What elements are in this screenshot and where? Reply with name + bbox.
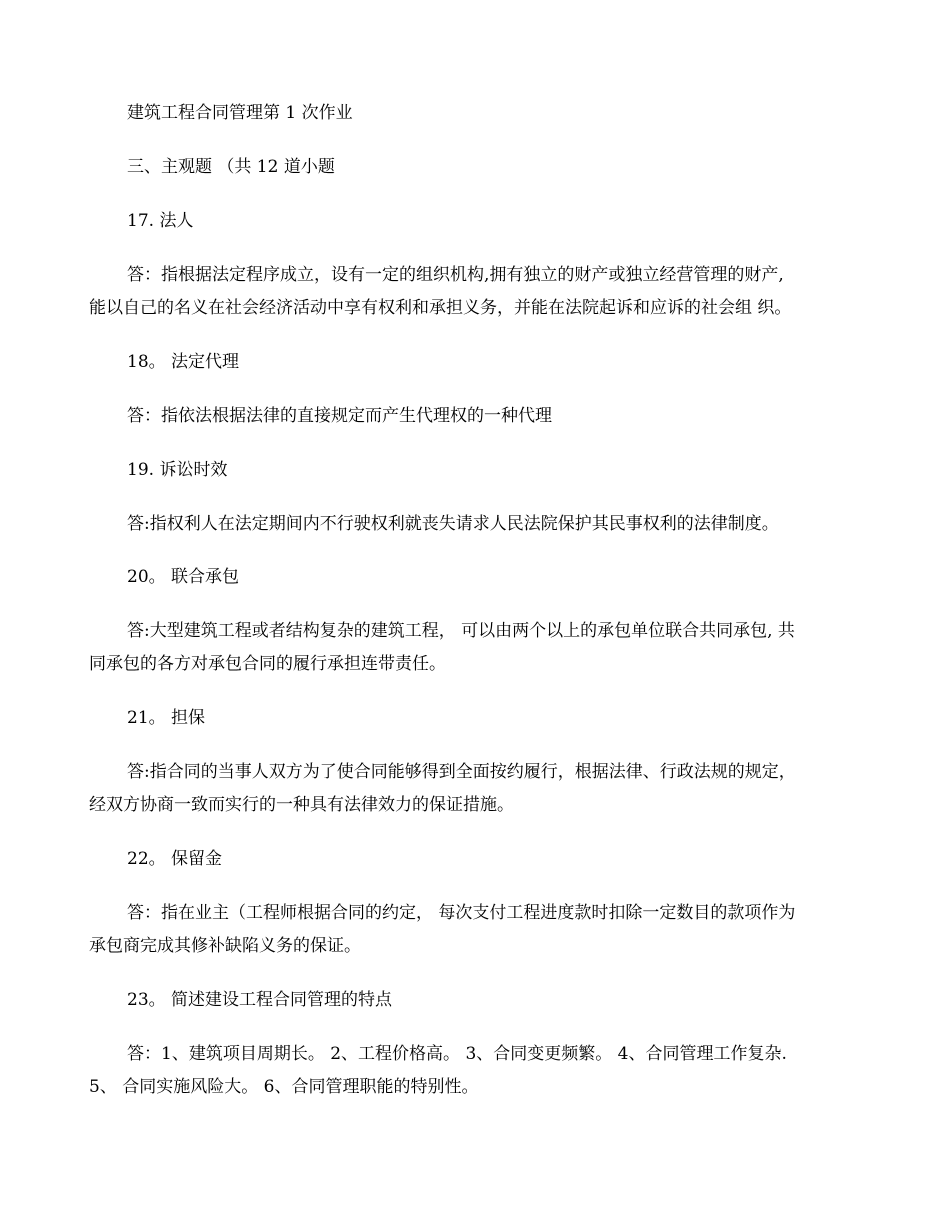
answer-21-line-1: 答:指合同的当事人双方为了使合同能够得到全面按约履行，根据法律、行政法规的规定， <box>127 762 796 782</box>
question-22-heading: 22。 保留金 <box>127 849 223 869</box>
answer-17-line-2: 能以自己的名义在社会经济活动中享有权利和承担义务，并能在法院起诉和应诉的社会组 织。 <box>89 298 792 318</box>
answer-20-line-2: 同承包的各方对承包合同的履行承担连带责任。 <box>89 654 446 674</box>
answer-18-line-1: 答：指依法根据法律的直接规定而产生代理权的一种代理 <box>127 406 552 426</box>
question-23-heading: 23。 简述建设工程合同管理的特点 <box>127 990 393 1010</box>
answer-22-line-1: 答：指在业主（工程师根据合同的约定， 每次支付工程进度款时扣除一定数目的款项作为 <box>127 903 796 923</box>
answer-22-line-2: 承包商完成其修补缺陷义务的保证。 <box>89 936 361 956</box>
answer-21-line-2: 经双方协商一致而实行的一种具有法律效力的保证措施。 <box>89 795 514 815</box>
answer-17-line-1: 答：指根据法定程序成立，设有一定的组织机构,拥有独立的财产或独立经营管理的财产, <box>127 265 784 285</box>
question-18-heading: 18。 法定代理 <box>127 352 240 372</box>
answer-23-line-2: 5、 合同实施风险大。 6、合同管理职能的特别性。 <box>89 1077 479 1097</box>
section-heading: 三、主观题 （共 12 道小题 <box>127 157 335 177</box>
answer-23-line-1: 答：1、建筑项目周期长。 2、工程价格高。 3、合同变更频繁。 4、合同管理工作复杂. <box>127 1044 787 1064</box>
document-title: 建筑工程合同管理第 1 次作业 <box>127 103 353 123</box>
answer-19-line-1: 答:指权利人在法定期间内不行驶权利就丧失请求人民法院保护其民事权利的法律制度。 <box>127 514 779 534</box>
question-19-heading: 19. 诉讼时效 <box>127 460 228 480</box>
question-21-heading: 21。 担保 <box>127 708 206 728</box>
question-20-heading: 20。 联合承包 <box>127 567 240 587</box>
question-17-heading: 17. 法人 <box>127 211 194 231</box>
answer-20-line-1: 答:大型建筑工程或者结构复杂的建筑工程， 可以由两个以上的承包单位联合共同承包, 共 <box>127 621 795 641</box>
